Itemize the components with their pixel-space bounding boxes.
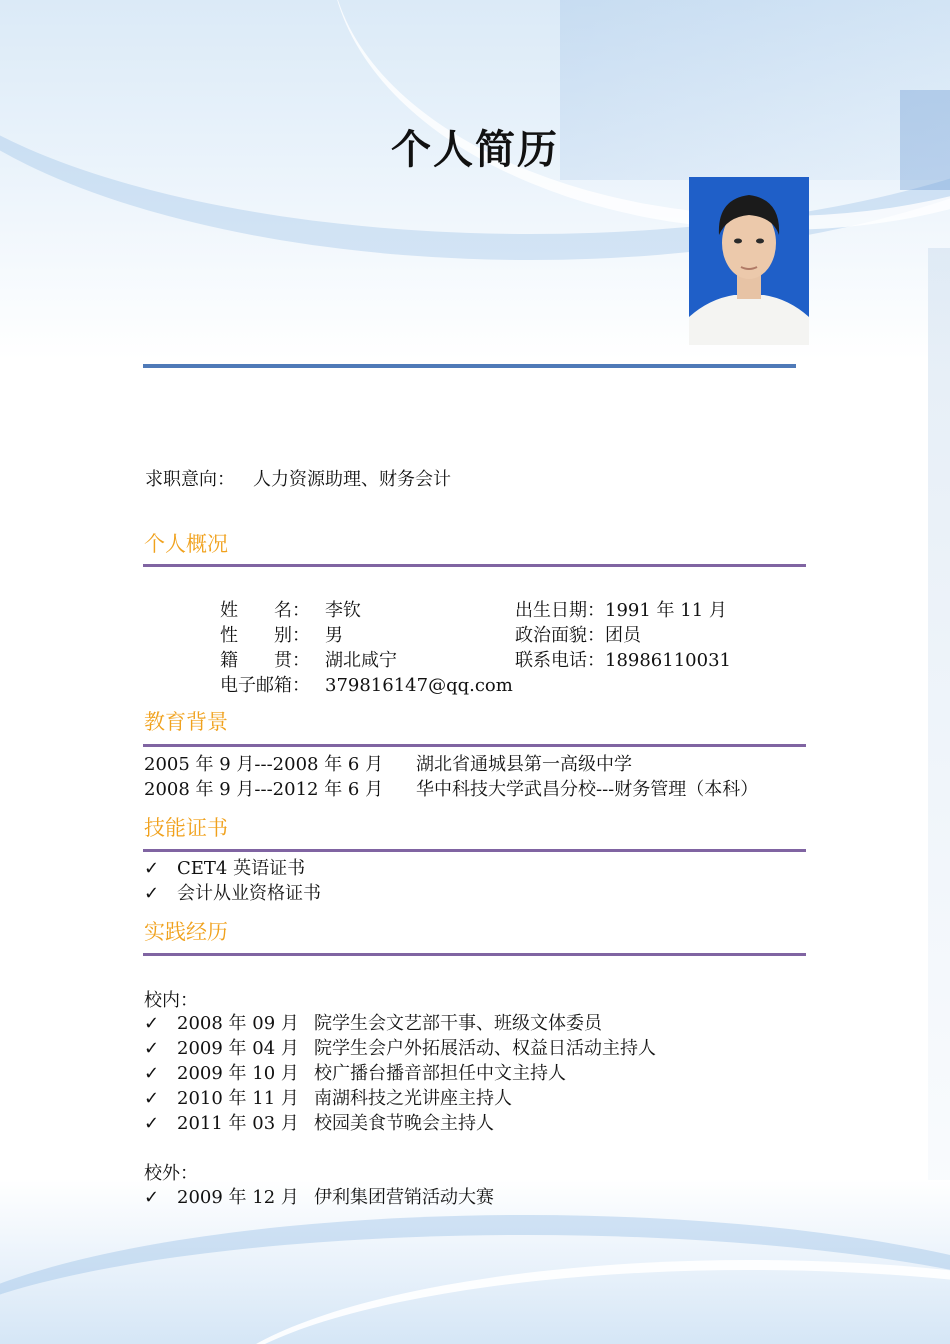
phone-label: 联系电话：	[515, 650, 605, 671]
offcampus-label: 校外：	[144, 1163, 198, 1184]
skill-item	[144, 879, 321, 905]
background-right-strip	[928, 248, 950, 1198]
practice-desc: 院学生会户外拓展活动、权益日活动主持人	[314, 1038, 656, 1059]
job-objective-label: 求职意向：	[145, 469, 235, 490]
education-date: 2005 年 9 月---2008 年 6 月	[144, 754, 384, 775]
skill-label: CET4 英语证书	[177, 858, 306, 879]
section-divider-skills	[143, 849, 806, 852]
practice-date: 2009 年 10 月	[177, 1063, 299, 1084]
section-title-education: 教育背景	[144, 710, 228, 734]
practice-date: 2009 年 12 月	[177, 1187, 299, 1208]
profile-gender	[220, 621, 343, 647]
section-divider-profile	[143, 564, 806, 567]
campus-label: 校内：	[144, 990, 198, 1011]
profile-name	[220, 596, 361, 622]
phone-value: 18986110031	[605, 650, 731, 671]
portrait-illustration	[689, 177, 809, 345]
check-icon: ✓	[144, 1038, 160, 1059]
job-objective	[145, 465, 451, 491]
education-item	[144, 775, 758, 801]
education-school: 湖北省通城县第一高级中学	[416, 754, 632, 775]
profile-political	[515, 621, 641, 647]
job-objective-value: 人力资源助理、财务会计	[253, 469, 451, 490]
check-icon: ✓	[144, 1088, 160, 1109]
practice-desc: 校园美食节晚会主持人	[314, 1113, 494, 1134]
section-title-skills: 技能证书	[144, 816, 228, 840]
practice-desc: 伊利集团营销活动大赛	[314, 1187, 494, 1208]
practice-desc: 院学生会文艺部干事、班级文体委员	[314, 1013, 602, 1034]
practice-date: 2008 年 09 月	[177, 1013, 299, 1034]
birth-label: 出生日期：	[515, 600, 605, 621]
profile-origin	[220, 646, 397, 672]
email-label: 电子邮箱：	[220, 675, 310, 696]
check-icon: ✓	[144, 858, 160, 879]
practice-item	[144, 1084, 512, 1110]
political-value: 团员	[605, 625, 641, 646]
political-label: 政治面貌：	[515, 625, 605, 646]
profile-email	[220, 671, 513, 697]
practice-date: 2009 年 04 月	[177, 1038, 299, 1059]
check-icon: ✓	[144, 1187, 160, 1208]
page-title: 个人简历	[391, 127, 559, 173]
education-date: 2008 年 9 月---2012 年 6 月	[144, 779, 384, 800]
education-school: 华中科技大学武昌分校---财务管理（本科）	[416, 779, 759, 800]
email-value: 379816147@qq.com	[325, 675, 513, 696]
check-icon: ✓	[144, 1063, 160, 1084]
section-divider-education	[143, 744, 806, 747]
skill-item	[144, 854, 305, 880]
education-item	[144, 750, 632, 776]
section-title-profile: 个人概况	[144, 532, 228, 556]
practice-item	[144, 1059, 566, 1085]
origin-label: 籍 贯：	[220, 650, 310, 671]
check-icon: ✓	[144, 883, 160, 904]
section-title-practice: 实践经历	[144, 920, 228, 944]
skill-label: 会计从业资格证书	[177, 883, 321, 904]
practice-date: 2010 年 11 月	[177, 1088, 299, 1109]
practice-desc: 南湖科技之光讲座主持人	[314, 1088, 512, 1109]
name-label: 姓 名：	[220, 600, 310, 621]
practice-desc: 校广播台播音部担任中文主持人	[314, 1063, 566, 1084]
practice-item	[144, 1034, 656, 1060]
practice-item	[144, 1009, 602, 1035]
practice-item	[144, 1109, 494, 1135]
profile-phone	[515, 646, 731, 672]
check-icon: ✓	[144, 1013, 160, 1034]
name-value: 李钦	[325, 600, 361, 621]
header-divider	[143, 364, 796, 368]
profile-photo	[689, 177, 809, 345]
section-divider-practice	[143, 953, 806, 956]
check-icon: ✓	[144, 1113, 160, 1134]
practice-item	[144, 1183, 494, 1209]
gender-value: 男	[325, 625, 343, 646]
gender-label: 性 别：	[220, 625, 310, 646]
profile-birth	[515, 596, 727, 622]
origin-value: 湖北咸宁	[325, 650, 397, 671]
practice-date: 2011 年 03 月	[177, 1113, 299, 1134]
birth-value: 1991 年 11 月	[605, 600, 727, 621]
